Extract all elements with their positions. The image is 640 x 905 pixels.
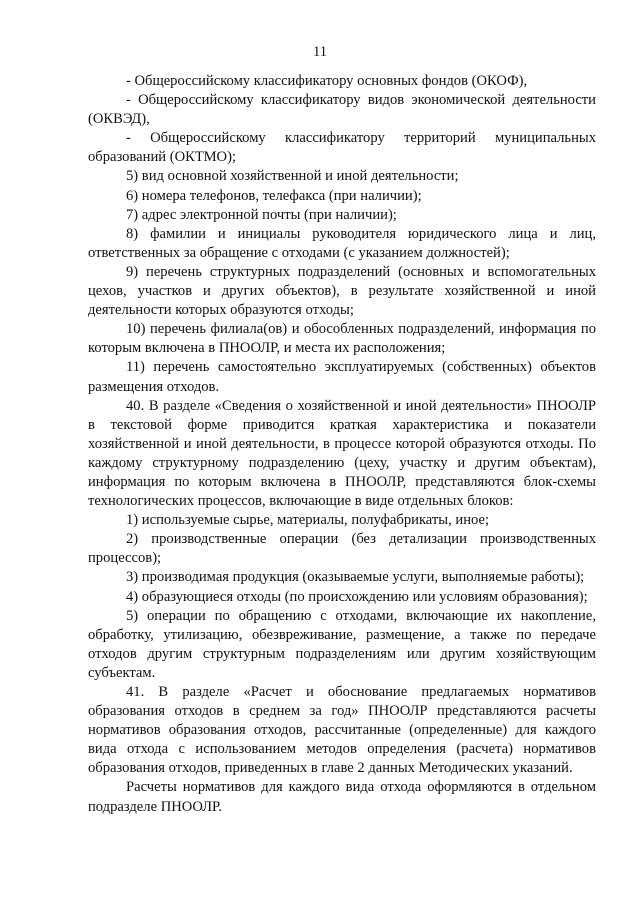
paragraph-block-3: 3) производимая продукция (оказываемые услуги, выполняемые работы); (126, 569, 585, 586)
paragraph-section-41: 41. В разделе «Расчет и обоснование предлагаемых нормативов образования отходов в среднем за год» ПНООЛР представляются расчеты нормативов образования отходов, рассчитанные (определенные) для каждого вида отхода с использованием методов определения (расчета) нормативов образования отходов, приведенных в главе 2 данных Методических указаний. (88, 684, 596, 777)
paragraph-block-1: 1) используемые сырье, материалы, полуфабрикаты, иное; (126, 512, 490, 529)
paragraph-item-10: 10) перечень филиала(ов) и обособленных подразделений, информация по которым включена в ПНООЛР, и места их расположения; (88, 321, 596, 357)
paragraph-item-6: 6) номера телефонов, телефакса (при наличии); (126, 187, 422, 204)
paragraph-section-40: 40. В разделе «Сведения о хозяйственной и иной деятельности» ПНООЛР в текстовой форме приводится краткая характеристика и показатели хозяйственной и иной деятельности, в процессе которой образуются отходы. По каждому структурному подразделению (цеху, участку и другим объектам), информация по которым включена в ПНООЛР, представляются блок-схемы технологических процессов, включающие в виде отдельных блоков: (88, 397, 596, 510)
paragraph-item-5: 5) вид основной хозяйственной и иной деятельности; (126, 168, 459, 185)
paragraph-okof: - Общероссийскому классификатору основных фондов (ОКОФ), (126, 73, 528, 89)
paragraph-block-4: 4) образующиеся отходы (по происхождению или условиям образования); (126, 588, 588, 605)
paragraph-oktmo: - Общероссийскому классификатору территорий муниципальных образований (ОКТМО); (88, 130, 596, 166)
paragraph-block-5: 5) операции по обращению с отходами, включающие их накопление, обработку, утилизацию, обезвреживание, размещение, а также по передаче отходов другим структурным подразделениям или другим хозяйствующим субъектам. (88, 607, 596, 681)
paragraph-calculations: Расчеты нормативов для каждого вида отхода оформляются в отдельном подразделе ПНООЛР. (88, 779, 596, 815)
paragraph-item-8: 8) фамилии и инициалы руководителя юридического лица и лиц, ответственных за обращение с отходами (с указанием должностей); (88, 225, 596, 261)
body-text (88, 72, 596, 817)
paragraph-item-7: 7) адрес электронной почты (при наличии); (126, 206, 397, 223)
page-number: 11 (312, 44, 328, 60)
paragraph-item-9: 9) перечень структурных подразделений (основных и вспомогательных цехов, участков и других объектов), в результате хозяйственной и иной деятельности которых образуются отходы; (88, 263, 596, 319)
paragraph-okved: - Общероссийскому классификатору видов экономической деятельности (ОКВЭД), (88, 92, 596, 128)
paragraph-block-2: 2) производственные операции (без детализации производственных процессов); (88, 531, 596, 567)
paragraph-item-11: 11) перечень самостоятельно эксплуатируемых (собственных) объектов размещения отходов. (88, 359, 596, 395)
